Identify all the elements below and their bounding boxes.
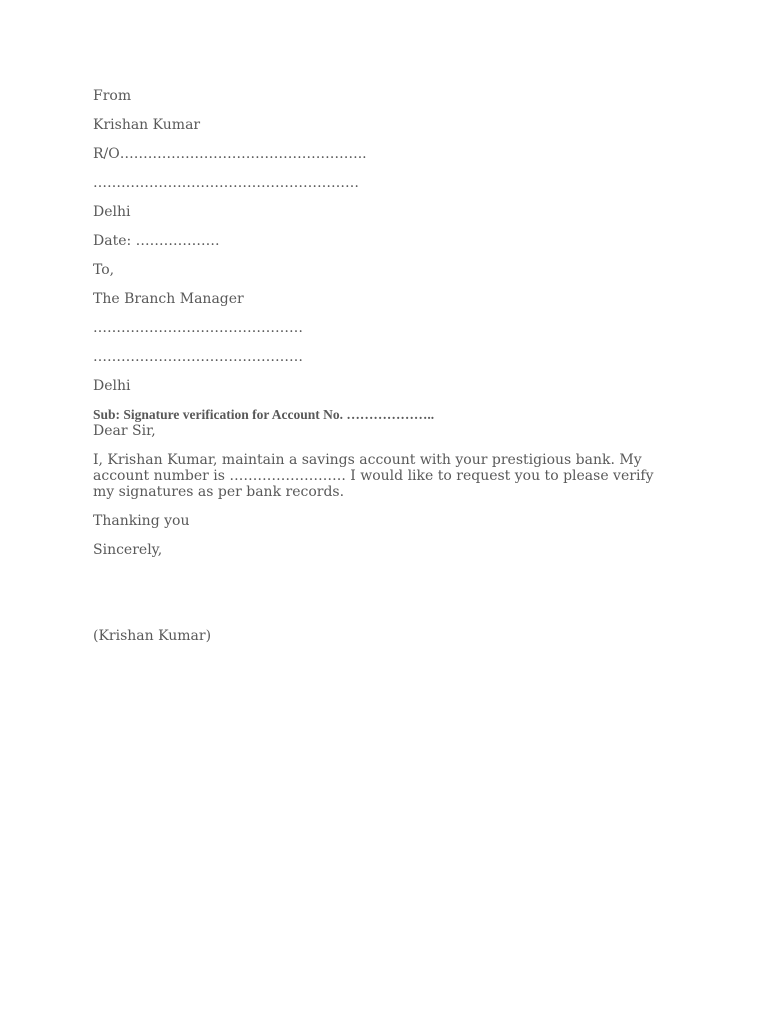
salutation: Dear Sir,: [93, 423, 156, 439]
to-label: To,: [93, 262, 115, 278]
sender-address-line-1: R/O……………………………………………..: [93, 146, 367, 162]
recipient-city: Delhi: [93, 378, 131, 394]
recipient-address-line-2: ………………………………………: [93, 349, 303, 365]
date-line: Date: ………………: [93, 233, 220, 249]
closing-line: Sincerely,: [93, 542, 163, 558]
signature-name: (Krishan Kumar): [93, 628, 212, 644]
recipient-title: The Branch Manager: [93, 291, 244, 307]
recipient-address-line-1: ………………………………………: [93, 320, 303, 336]
letter-body: I, Krishan Kumar, maintain a savings account with your prestigious bank. My account number is ……………………. I would like to request you to please verify my signatures as per bank records.: [93, 452, 654, 500]
from-label: From: [93, 88, 132, 104]
sender-address-line-2: …………………………………………………: [93, 175, 359, 191]
thanks-line: Thanking you: [93, 513, 190, 529]
sender-city: Delhi: [93, 204, 131, 220]
subject-line: Sub: Signature verification for Account No. ………………..: [93, 407, 435, 422]
sender-name: Krishan Kumar: [93, 117, 201, 133]
